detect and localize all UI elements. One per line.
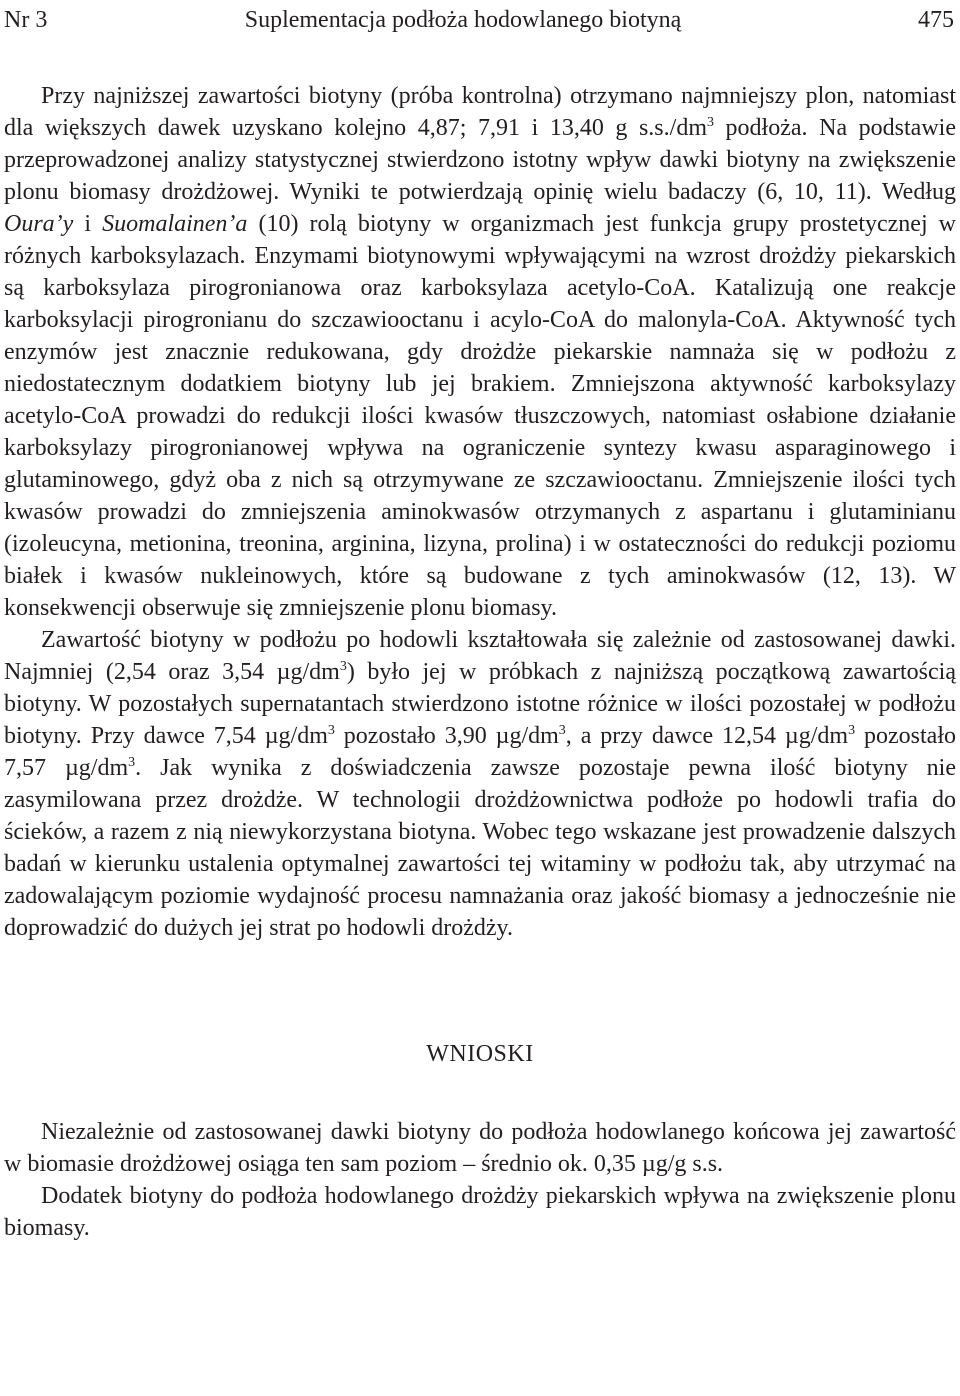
superscript: 3 <box>848 723 856 738</box>
author-citation: Suomalainen’a <box>102 211 248 237</box>
text-run: (10) rolą biotyny w organizmach jest funkcja grupy prostetycznej w różnych karboksylazach. Enzymami biotynowymi wpływającymi na wzrost drożdży piekarskich są karboksylaza pirogronianowa oraz karboksylaza acetylo-CoA. Katalizują one reakcje karboksylacji pirogronianu do szczawiooctanu i acylo-CoA do malonyla-CoA. Aktywność tych enzymów jest znacznie redukowana, gdy drożdże piekarskie namnaża się w podłożu z niedostatecznym dodatkiem biotyny lub jej brakiem. Zmniejszona aktywność karboksylazy acetylo-CoA prowadzi do redukcji ilości kwasów tłuszczowych, natomiast osłabione działanie karboksylazy pirogronianowej wpływa na ograniczenie syntezy kwasu asparaginowego i glutaminowego, gdyż oba z nich są otrzymywane ze szczawiooctanu. Zmniejszenie ilości tych kwasów prowadzi do zmniejszenia aminokwasów otrzymanych z aspartanu i glutaminianu (izoleucyna, metionina, treonina, arginina, lizyna, prolina) i w ostateczności do redukcji poziomu białek i kwasów nukleinowych, które są budowane z tych aminokwasów (12, 13). W konsekwencji obserwuje się zmniejszenie plonu biomasy. <box>4 211 956 621</box>
text-run: , a przy dawce 12,54 µg/dm <box>565 723 849 749</box>
text-run: i <box>73 211 103 237</box>
superscript: 3 <box>339 659 347 674</box>
superscript: 3 <box>327 723 335 738</box>
running-title: Suplementacja podłoża hodowlanego biotyną <box>244 7 682 33</box>
superscript: 3 <box>706 115 714 130</box>
paragraph-results-biotin-content <box>4 624 956 944</box>
journal-issue: Nr 3 <box>4 7 48 33</box>
paragraph-results-yield <box>4 80 956 624</box>
text-run: ) było jej w próbkach z najniższą początkową zawartością biotyny. W pozostałych supernatantach stwierdzono istotne różnice w ilości pozostałej w podłożu biotyny. Przy dawce 7,54 µg/dm <box>4 659 956 749</box>
text-run: Przy najniższej zawartości biotyny (próba kontrolna) otrzymano najmniejszy plon, natomiast dla większych dawek uzyskano kolejno 4,87; 7,91 i 13,40 g s.s./dm <box>4 83 956 141</box>
page-body <box>4 80 956 1244</box>
superscript: 3 <box>128 755 136 770</box>
section-heading-conclusions: WNIOSKI <box>426 1041 534 1067</box>
author-citation: Oura’y <box>4 211 74 237</box>
page-number: 475 <box>918 7 954 33</box>
superscript: 3 <box>558 723 566 738</box>
text-run: podłoża. Na podstawie przeprowadzonej analizy statystycznej stwierdzono istotny wpływ dawki biotyny na zwiększenie plonu biomasy drożdżowej. Wyniki te potwierdzają opinię wielu badaczy (6, 10, 11). Według <box>4 115 956 205</box>
text-run: pozostało 7,57 µg/dm <box>4 723 957 781</box>
text-run: pozostało 3,90 µg/dm <box>334 723 559 749</box>
conclusion-item: Niezależnie od zastosowanej dawki biotyny do podłoża hodowlanego końcowa jej zawartość w biomasie drożdżowej osiąga ten sam poziom – średnio ok. 0,35 µg/g s.s. <box>4 1119 956 1177</box>
text-run: . Jak wynika z doświadczenia zawsze pozostaje pewna ilość biotyny nie zasymilowana przez drożdże. W technologii drożdżownictwa podłoże po hodowli trafia do ścieków, a razem z nią niewykorzystana biotyna. Wobec tego wskazane jest prowadzenie dalszych badań w kierunku ustalenia optymalnej zawartości tej witaminy w podłożu tak, aby utrzymać na zadowalającym poziomie wydajność procesu namnażania oraz jakość biomasy a jednocześnie nie doprowadzić do dużych jej strat po hodowli drożdży. <box>4 755 956 941</box>
text-run: Zawartość biotyny w podłożu po hodowli kształtowała się zależnie od zastosowanej dawki. Najmniej (2,54 oraz 3,54 µg/dm <box>4 627 956 685</box>
page-header <box>4 4 954 36</box>
conclusion-item: Dodatek biotyny do podłoża hodowlanego drożdży piekarskich wpływa na zwiększenie plonu biomasy. <box>4 1183 956 1241</box>
